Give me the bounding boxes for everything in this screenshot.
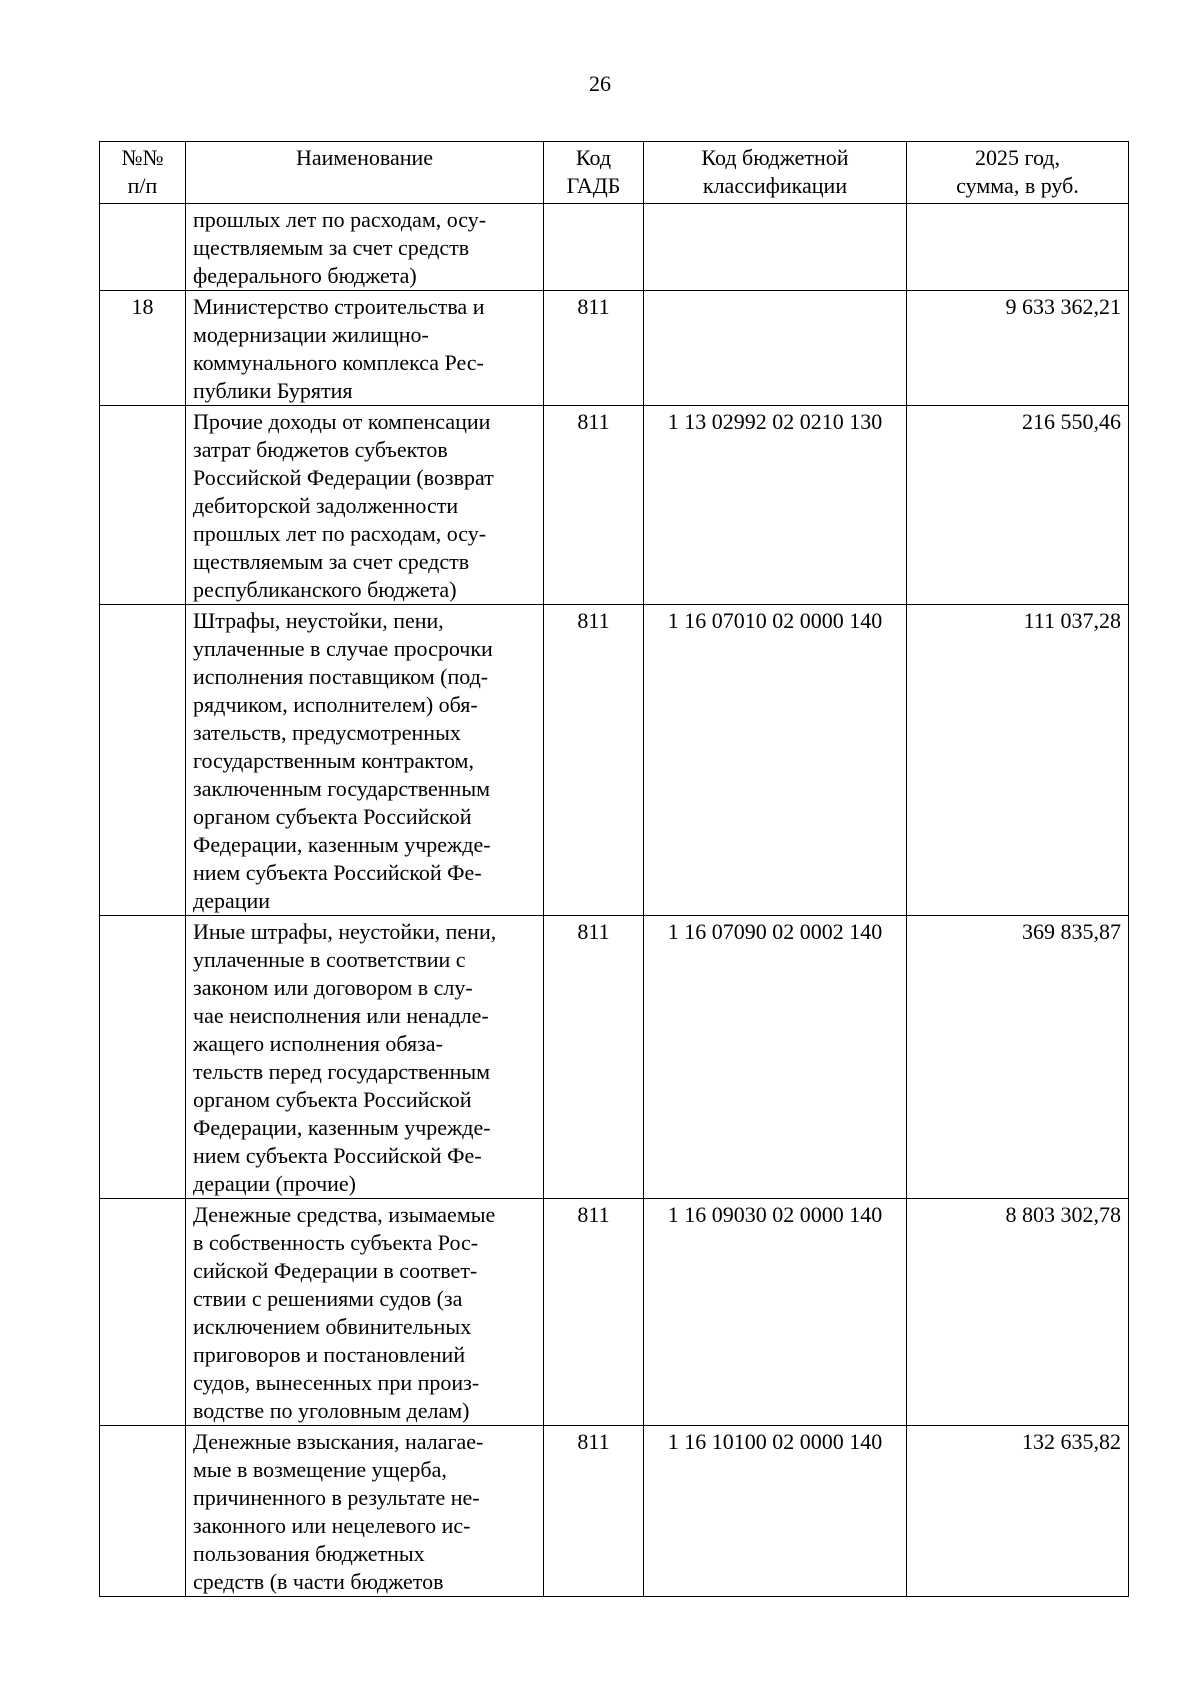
row-name-line: Иные штрафы, неустойки, пени, (193, 919, 497, 944)
row-name-line: исполнения поставщиком (под- (193, 664, 489, 689)
row-name-line: заключенным государственным (193, 776, 491, 801)
row-gadb-cell: 811 (544, 291, 644, 406)
table-body (100, 204, 1129, 1597)
row-name-cell (186, 1199, 544, 1426)
row-name-line: федерального бюджета) (193, 263, 417, 288)
row-number-cell (100, 1199, 186, 1426)
row-name-line: государственным контрактом, (193, 748, 474, 773)
row-name-line: сийской Федерации в соответ- (193, 1258, 478, 1283)
row-name-line: в собственность субъекта Рос- (193, 1230, 479, 1255)
row-name-line: органом субъекта Российской (193, 1087, 472, 1112)
row-gadb-cell: 811 (544, 1426, 644, 1597)
row-number-cell (100, 204, 186, 291)
row-number-cell (100, 916, 186, 1199)
row-sum-cell: 216 550,46 (907, 406, 1129, 605)
row-sum-cell: 111 037,28 (907, 605, 1129, 916)
row-sum-cell (907, 204, 1129, 291)
row-name-line: судов, вынесенных при произ- (193, 1370, 480, 1395)
row-name-line: дерации (193, 888, 271, 913)
row-name-line: зательств, предусмотренных (193, 720, 461, 745)
row-name-line: ществляемым за счет средств (193, 549, 470, 574)
row-kbk-cell: 1 16 07090 02 0002 140 (644, 916, 907, 1199)
row-kbk-cell: 1 13 02992 02 0210 130 (644, 406, 907, 605)
row-number-cell (100, 605, 186, 916)
header-gadb: Код ГАДБ (544, 142, 644, 204)
row-name-line: ществляемым за счет средств (193, 235, 470, 260)
row-name-line: уплаченные в соответствии с (193, 947, 466, 972)
row-gadb-cell: 811 (544, 406, 644, 605)
row-name-line: исключением обвинительных (193, 1314, 472, 1339)
row-gadb-cell: 811 (544, 1199, 644, 1426)
table-row (100, 291, 1129, 406)
row-name-line: средств (в части бюджетов (193, 1569, 444, 1594)
row-kbk-cell: 1 16 10100 02 0000 140 (644, 1426, 907, 1597)
row-name-line: Федерации, казенным учрежде- (193, 832, 491, 857)
row-sum-cell: 9 633 362,21 (907, 291, 1129, 406)
row-kbk-cell: 1 16 09030 02 0000 140 (644, 1199, 907, 1426)
row-number-cell (100, 1426, 186, 1597)
row-name-line: Прочие доходы от компенсации (193, 409, 491, 434)
row-name-line: жащего исполнения обяза- (193, 1031, 443, 1056)
row-name-line: рядчиком, исполнителем) обя- (193, 692, 478, 717)
row-name-line: законом или договором в слу- (193, 975, 473, 1000)
row-name-cell (186, 406, 544, 605)
header-name: Наименование (186, 142, 544, 204)
row-name-line: модернизации жилищно- (193, 322, 429, 347)
row-name-line: Денежные средства, изымаемые (193, 1202, 496, 1227)
row-kbk-cell: 1 16 07010 02 0000 140 (644, 605, 907, 916)
row-name-line: прошлых лет по расходам, осу- (193, 207, 487, 232)
row-name-line: Российской Федерации (возврат (193, 465, 494, 490)
header-kbk: Код бюджетной классификации (644, 142, 907, 204)
row-name-line: тельств перед государственным (193, 1059, 491, 1084)
table-row (100, 1426, 1129, 1597)
row-sum-cell: 8 803 302,78 (907, 1199, 1129, 1426)
row-name-line: мые в возмещение ущерба, (193, 1457, 447, 1482)
header-num: №№ п/п (100, 142, 186, 204)
row-number-cell: 18 (100, 291, 186, 406)
row-number-cell (100, 406, 186, 605)
row-name-line: причиненного в результате не- (193, 1485, 480, 1510)
row-kbk-cell (644, 291, 907, 406)
page-number: 26 (589, 71, 611, 96)
row-name-line: чае неисполнения или ненадле- (193, 1003, 489, 1028)
row-name-line: законного или нецелевого ис- (193, 1513, 471, 1538)
row-name-cell (186, 1426, 544, 1597)
row-name-line: приговоров и постановлений (193, 1342, 466, 1367)
row-name-line: нием субъекта Российской Фе- (193, 860, 482, 885)
row-name-line: прошлых лет по расходам, осу- (193, 521, 487, 546)
row-sum-cell: 369 835,87 (907, 916, 1129, 1199)
row-name-line: ствии с решениями судов (за (193, 1286, 463, 1311)
row-name-line: органом субъекта Российской (193, 804, 472, 829)
table-row (100, 916, 1129, 1199)
row-name-line: публики Бурятия (193, 378, 353, 403)
table-row (100, 204, 1129, 291)
row-name-line: коммунального комплекса Рес- (193, 350, 484, 375)
row-name-line: Денежные взыскания, налагае- (193, 1429, 484, 1454)
row-name-cell (186, 605, 544, 916)
table-header-row (100, 142, 1129, 204)
row-kbk-cell (644, 204, 907, 291)
row-name-line: нием субъекта Российской Фе- (193, 1143, 482, 1168)
row-name-line: республиканского бюджета) (193, 577, 457, 602)
revenue-table (99, 141, 1129, 1597)
table-row (100, 1199, 1129, 1426)
row-name-line: Штрафы, неустойки, пени, (193, 608, 444, 633)
row-gadb-cell: 811 (544, 916, 644, 1199)
row-name-cell (186, 204, 544, 291)
table-row (100, 605, 1129, 916)
row-name-line: уплаченные в случае просрочки (193, 636, 493, 661)
row-name-line: дебиторской задолженности (193, 493, 459, 518)
row-gadb-cell (544, 204, 644, 291)
row-name-line: дерации (прочие) (193, 1171, 357, 1196)
row-name-cell (186, 916, 544, 1199)
row-sum-cell: 132 635,82 (907, 1426, 1129, 1597)
header-sum: 2025 год, сумма, в руб. (907, 142, 1129, 204)
row-name-line: пользования бюджетных (193, 1541, 425, 1566)
row-name-line: Федерации, казенным учрежде- (193, 1115, 491, 1140)
table-row (100, 406, 1129, 605)
row-name-line: Министерство строительства и (193, 294, 485, 319)
row-name-line: водстве по уголовным делам) (193, 1398, 470, 1423)
row-gadb-cell: 811 (544, 605, 644, 916)
row-name-line: затрат бюджетов субъектов (193, 437, 448, 462)
row-name-cell (186, 291, 544, 406)
